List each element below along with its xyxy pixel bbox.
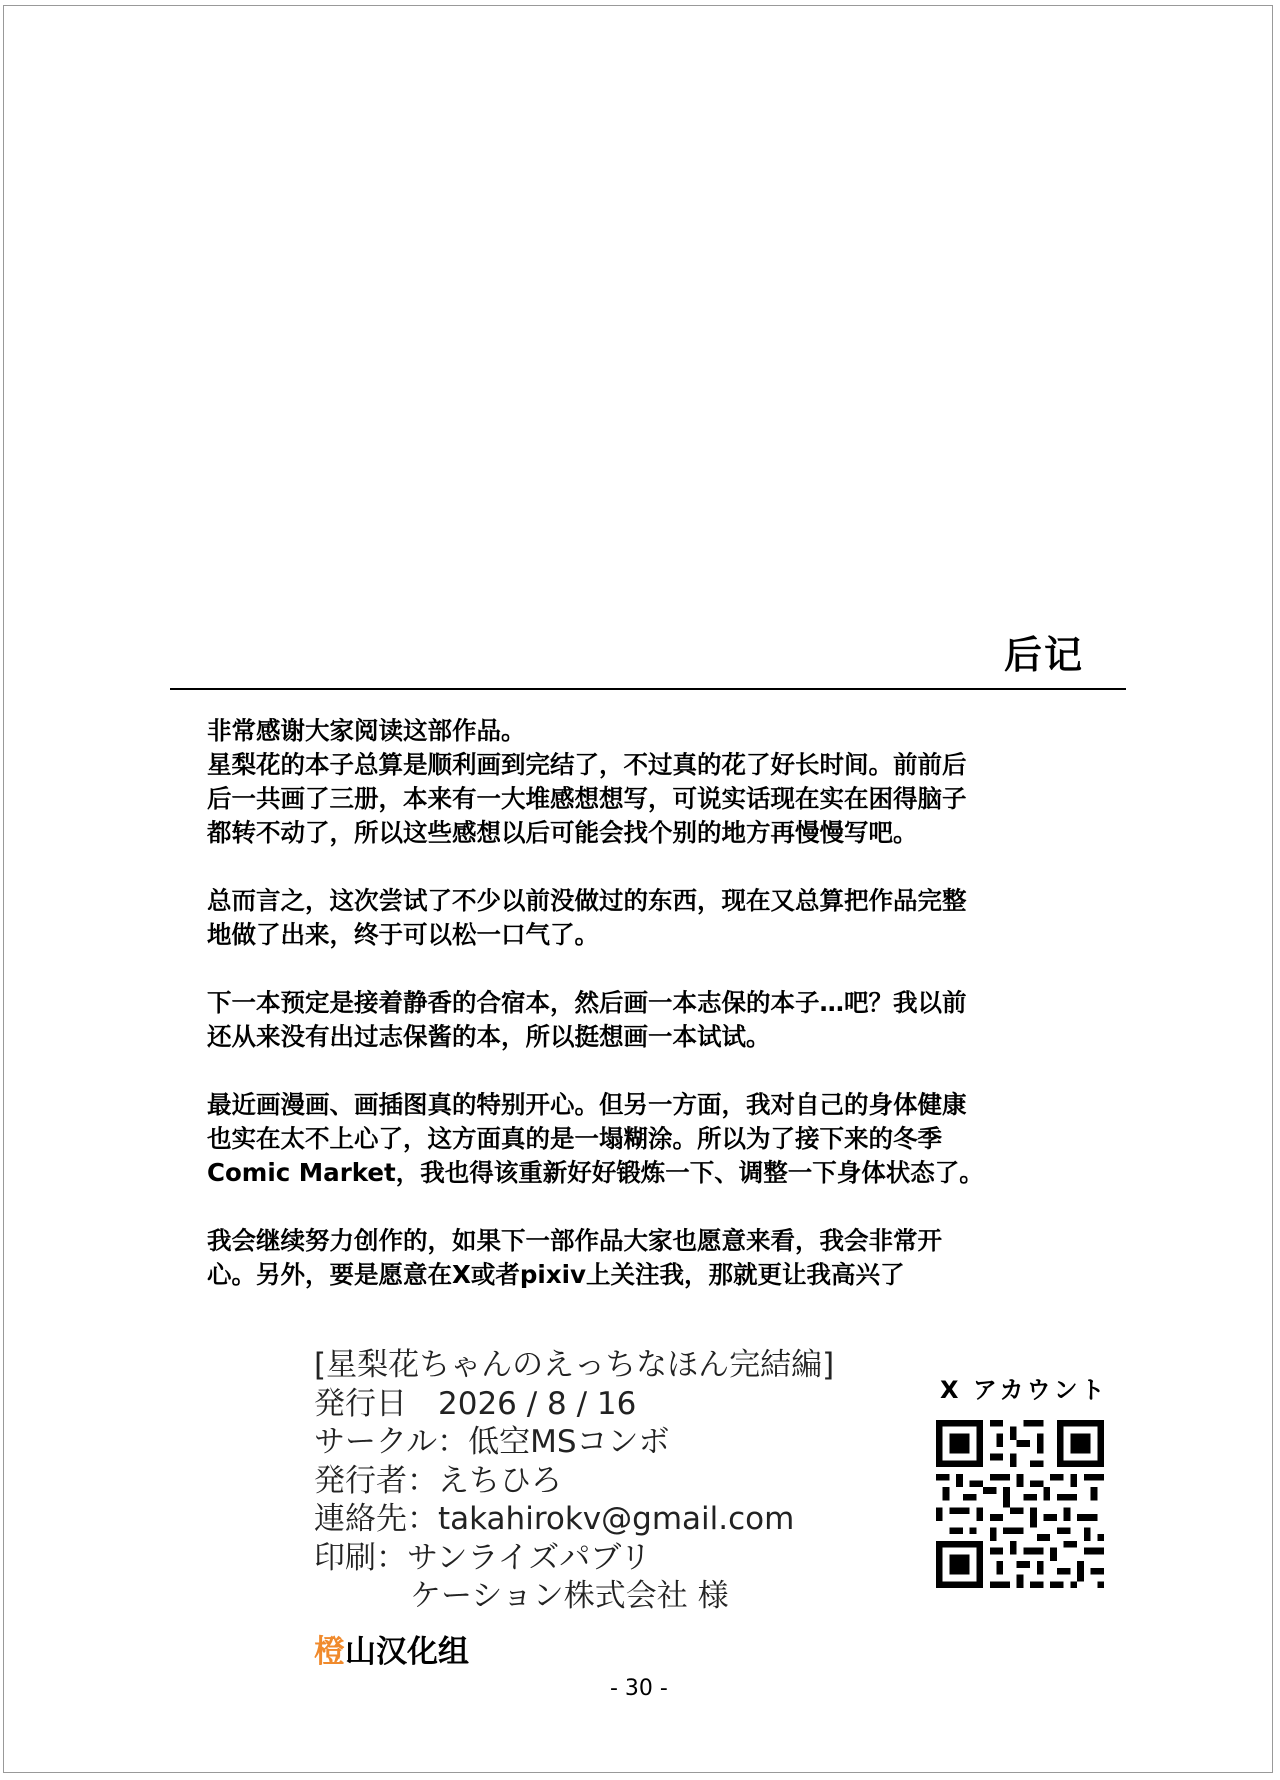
paragraph-5	[207, 1224, 1117, 1292]
circle-name: サークル：低空MSコンボ	[314, 1424, 670, 1460]
text-line: 还从来没有出过志保酱的本，所以挺想画一本试试。	[207, 1022, 771, 1051]
paragraph-3	[207, 986, 1117, 1054]
text-line: 下一本预定是接着静香的合宿本，然后画一本志保的本子…吧？我以前	[207, 988, 967, 1017]
book-title: [星梨花ちゃんのえっちなほん完結編]	[314, 1347, 835, 1383]
printer-line-1: 印刷：サンライズパブリ	[314, 1539, 651, 1576]
text-line: 星梨花的本子总算是顺利画到完结了，不过真的花了好长时间。前前后	[207, 750, 967, 779]
text-line: 都转不动了，所以这些感想以后可能会找个别的地方再慢慢写吧。	[207, 818, 918, 847]
contact-email: 連絡先：takahirokv@gmail.com	[314, 1501, 795, 1537]
page-number: - 30 -	[610, 1676, 668, 1701]
translation-group-credit	[314, 1626, 469, 1671]
title-divider	[170, 688, 1126, 690]
text-line: 地做了出来，终于可以松一口气了。	[207, 920, 599, 949]
printer-line-2: ケーション株式会社 様	[410, 1578, 729, 1614]
credit-rest: 山汉化组	[345, 1634, 469, 1670]
credit-accent-char: 橙	[314, 1634, 345, 1670]
text-line: 总而言之，这次尝试了不少以前没做过的东西，现在又总算把作品完整	[207, 886, 967, 915]
qr-label: X アカウント	[940, 1376, 1108, 1404]
text-line: Comic Market，我也得该重新好好锻炼一下、调整一下身体状态了。	[207, 1158, 984, 1187]
issue-date: 発行日 2026 / 8 / 16	[314, 1385, 637, 1422]
text-line: 最近画漫画、画插图真的特别开心。但另一方面，我对自己的身体健康	[207, 1090, 967, 1119]
colophon	[314, 1346, 834, 1616]
text-line: 我会继续努力创作的，如果下一部作品大家也愿意来看，我会非常开	[207, 1226, 942, 1255]
text-line: 也实在太不上心了，这方面真的是一塌糊涂。所以为了接下来的冬季	[207, 1124, 942, 1153]
paragraph-4	[207, 1088, 1117, 1190]
afterword-title: 后记	[1004, 633, 1085, 677]
text-line: 心。另外，要是愿意在X或者pixiv上关注我，那就更让我高兴了	[207, 1260, 905, 1289]
afterword-body	[207, 714, 1117, 1292]
paragraph-2	[207, 884, 1117, 952]
text-line: 后一共画了三册，本来有一大堆感想想写，可说实话现在实在困得脑子	[207, 784, 967, 813]
text-line: 非常感谢大家阅读这部作品。	[207, 716, 526, 745]
paragraph-1	[207, 714, 1117, 850]
qr-code-icon[interactable]	[936, 1420, 1104, 1588]
publisher-name: 発行者：えちひろ	[314, 1462, 562, 1499]
